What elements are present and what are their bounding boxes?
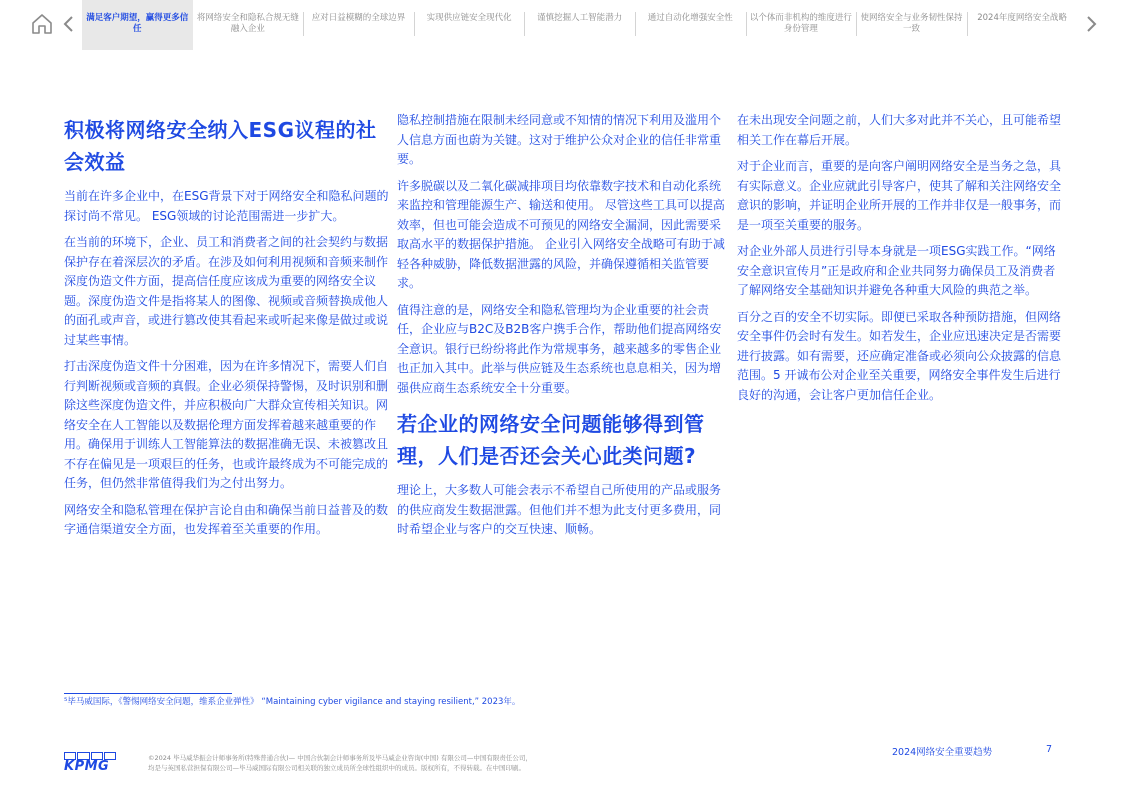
footnote-divider (64, 693, 232, 694)
chevron-right-icon[interactable] (1082, 12, 1100, 36)
paragraph: 理论上，大多数人可能会表示不希望自己所使用的产品或服务的供应商发生数据泄露。但他们并不想为此支付更多费用，同时希望企业与客户的交互快速、顺畅。 (397, 483, 722, 536)
copyright-line: 均是与英国私营担保有限公司—毕马威国际有限公司相关联的独立成员所全球性组织中的成员。版权所有，不得转载。在中国印刷。 (148, 764, 525, 772)
column-2 (397, 111, 727, 547)
column-1 (64, 114, 394, 547)
section-heading-question: 若企业的网络安全问题能够得到管理，人们是否还会关心此类问题? (397, 412, 705, 468)
copyright-text (148, 753, 608, 773)
copyright-line: ©2024 毕马威华振会计师事务所(特殊普通合伙)— 中国合伙制会计师事务所及毕马威企业咨询(中国) 有限公司—中国有限责任公司， (148, 754, 532, 762)
chevron-left-icon[interactable] (60, 12, 78, 36)
paragraph: 许多脱碳以及二氧化碳减排项目均依靠数字技术和自动化系统来监控和管理能源生产、输送和使用。 尽管这些工具可以提高效率，但也可能会造成不可预见的网络安全漏洞，因此需要采取高水平的数据保护措施。 企业引入网络安全战略可有助于减轻各种威胁，降低数据泄露的风险，并确保遵循相关监管要求。 (397, 178, 725, 290)
paragraph: 打击深度伪造文件十分困难，因为在许多情况下，需要人们自行判断视频或音频的真假。企业必须保持警惕，及时识别和删除这些深度伪造文件，并应积极向广大群众宣传相关知识。网络安全在人工智能以及数据伦理方面发挥着越来越重要的作用。确保用于训练人工智能算法的数据准确无误、未被篡改且不存在偏见是一项艰巨的任务，也或许最终成为不可能完成的任务，但仍然非常值得我们为之付出努力。 (64, 359, 389, 490)
paragraph: 对于企业而言，重要的是向客户阐明网络安全是当务之急，具有实际意义。企业应就此引导客户，使其了解和关注网络安全意识的影响，并证明企业所开展的工作并非仅是一般事务，而是一项至关重要的服务。 (737, 159, 1062, 232)
tab-customer-trust[interactable]: 满足客户期望，赢得更多信任 (82, 0, 193, 50)
tab-ai-potential[interactable]: 谨慎挖掘人工智能潜力 (524, 0, 635, 50)
top-navigation (0, 0, 1122, 50)
paragraph: 当前在许多企业中，在ESG背景下对于网络安全和隐私问题的探讨尚不常见。 ESG领域的讨论范围需进一步扩大。 (64, 189, 389, 223)
tab-2024-strategy[interactable]: 2024年度网络安全战略 (967, 0, 1078, 50)
tab-global-boundaries[interactable]: 应对日益模糊的全球边界 (303, 0, 414, 50)
section-tabs (82, 0, 1078, 50)
paragraph: 隐私控制措施在限制未经同意或不知情的情况下利用及滥用个人信息方面也蔚为关键。这对于维护公众对企业的信任非常重要。 (397, 113, 722, 166)
tab-automation[interactable]: 通过自动化增强安全性 (635, 0, 746, 50)
kpmg-logo (64, 752, 116, 774)
tab-supply-chain[interactable]: 实现供应链安全现代化 (414, 0, 525, 50)
section-heading-esg: 积极将网络安全纳入ESG议程的社会效益 (64, 118, 377, 174)
home-icon[interactable] (30, 12, 54, 36)
paragraph: 网络安全和隐私管理在保护言论自由和确保当前日益普及的数字通信渠道安全方面，也发挥着至关重要的作用。 (64, 502, 389, 536)
footer-title: 2024网络安全重要趋势 (892, 747, 993, 758)
logo-text: KPMG (64, 759, 110, 774)
paragraph: 值得注意的是，网络安全和隐私管理均为企业重要的社会责任，企业应与B2C及B2B客户携手合作，帮助他们提高网络安全意识。银行已纷纷将此作为常规事务，越来越多的零售企业也正加入其中。此举与供应链及生态系统也息息相关，因为增强供应商生态系统安全十分重要。 (397, 302, 722, 395)
column-3 (737, 111, 1067, 412)
footnote: ⁵毕马威国际，《警惕网络安全问题，维系企业弹性》 “Maintaining cyber vigilance and staying resilient,” 2023年。 (64, 697, 521, 707)
paragraph: 对企业外部人员进行引导本身就是一项ESG实践工作。“网络安全意识宣传月”正是政府和企业共同努力确保员工及消费者了解网络安全基础知识并避免各种重大风险的典范之举。 (737, 244, 1056, 297)
tab-privacy-compliance[interactable]: 将网络安全和隐私合规无缝融入企业 (196, 13, 299, 34)
paragraph: 在当前的环境下，企业、员工和消费者之间的社会契约与数据保护存在着深层次的矛盾。在涉及如何利用视频和音频来制作深度伪造文件方面，提高信任度应该成为重要的网络安全议题。深度伪造文件是指将某人的图像、视频或音频替换成他人的面孔或声音，或进行篡改使其看起来或听起来像是做过或说过某些事情。 (64, 235, 389, 347)
tab-business-resilience[interactable]: 使网络安全与业务韧性保持一致 (856, 0, 967, 50)
tab-identity-management[interactable]: 以个体而非机构的维度进行身份管理 (746, 0, 857, 50)
paragraph: 在未出现安全问题之前，人们大多对此并不关心，且可能希望相关工作在幕后开展。 (737, 113, 1062, 147)
page-number: 7 (1046, 744, 1053, 755)
paragraph: 百分之百的安全不切实际。即便已采取各种预防措施，但网络安全事件仍会时有发生。如若发生，企业应迅速决定是否需要进行披露。如有需要，还应确定准备或必须向公众披露的信息范围。5 开诚布公对企业至关重要，网络安全事件发生后进行良好的沟通，会让客户更加信任企业。 (737, 309, 1062, 402)
